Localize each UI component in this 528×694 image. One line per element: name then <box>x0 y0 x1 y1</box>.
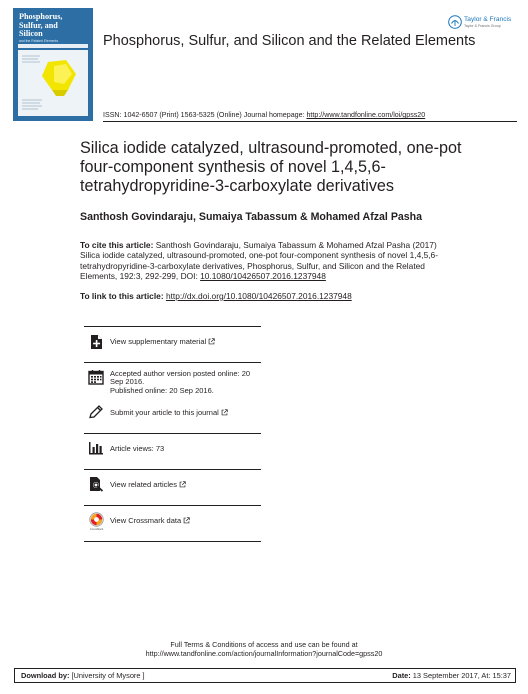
published-date: Published online: 20 Sep 2016. <box>110 385 214 395</box>
citation-label: To cite this article: <box>80 240 154 250</box>
divider <box>84 541 261 542</box>
publisher-tagline: Taylor & Francis Group <box>464 24 501 28</box>
view-related-label: View related articles <box>110 480 177 489</box>
download-info-bar <box>14 668 516 683</box>
download-value: [University of Mysore ] <box>69 671 145 680</box>
journal-title: Phosphorus, Sulfur, and Silicon and the Related Elements <box>103 33 476 49</box>
date-label: Date: <box>392 671 411 680</box>
article-authors: Santhosh Govindaraju, Sumaiya Tabassum & Mohamed Afzal Pasha <box>80 211 423 223</box>
date-value: 13 September 2017, At: 15:37 <box>410 671 511 680</box>
citation-block <box>80 240 450 282</box>
submit-article-link[interactable] <box>110 409 228 417</box>
view-supplementary-link[interactable] <box>110 338 215 346</box>
external-link-icon <box>179 481 186 488</box>
submit-article-label: Submit your article to this journal <box>110 408 219 417</box>
download-label: Download by: <box>21 671 70 680</box>
download-date <box>392 671 511 680</box>
accepted-date: Accepted author version posted online: 20 <box>110 369 251 378</box>
crossmark-icon-label: CrossMark <box>89 527 104 531</box>
download-info <box>21 671 145 680</box>
supplementary-icon <box>88 334 104 350</box>
journal-cover <box>13 8 93 121</box>
publication-dates <box>110 370 250 395</box>
header-divider <box>103 121 517 122</box>
divider <box>84 362 261 363</box>
cover-title-line: Sulfur, and <box>19 20 58 30</box>
terms-line: Full Terms & Conditions of access and use can be found at <box>170 640 358 649</box>
calendar-icon <box>88 369 104 385</box>
publisher-logo-icon <box>448 15 462 29</box>
article-views: Article views: 73 <box>110 444 165 453</box>
divider <box>84 433 261 434</box>
divider <box>84 505 261 506</box>
article-link-line <box>80 291 352 301</box>
issn-line <box>103 111 425 119</box>
cover-band <box>18 44 88 48</box>
view-crossmark-link[interactable] <box>110 517 190 525</box>
view-crossmark-label: View Crossmark data <box>110 516 182 525</box>
crossmark-icon <box>88 512 105 531</box>
terms-url[interactable]: http://www.tandfonline.com/action/journalInformation?journalCode=gpss20 <box>145 649 383 659</box>
cover-subtitle: and the Related Elements <box>19 39 59 43</box>
cover-title-line: Silicon <box>19 29 43 39</box>
article-link-url[interactable]: http://dx.doi.org/10.1080/10426507.2016.1237948 <box>165 291 352 301</box>
citation-text: Santhosh Govindaraju, Sumaiya Tabassum & Mohamed Afzal Pasha (2017) Silica iodide catalyzed, ultrasound-promoted, one-pot four-component synthesis of novel 1,4,5,6-tetrahydropyridine-3-carboxylate derivatives, Phosphorus, Sulfur, and Silicon and the Related Elements, 192:3, 292-299, DOI: <box>80 240 439 282</box>
bar-chart-icon <box>88 440 104 456</box>
view-supplementary-label: View supplementary material <box>110 337 207 346</box>
cover-title <box>19 13 89 39</box>
submit-icon <box>88 404 104 420</box>
accepted-date-cont: Sep 2016. <box>110 377 145 387</box>
external-link-icon <box>208 338 215 345</box>
doi-link[interactable]: 10.1080/10426507.2016.1237948 <box>200 271 326 282</box>
article-link-label: To link to this article: <box>80 291 166 301</box>
journal-homepage-link[interactable]: http://www.tandfonline.com/loi/gpss20 <box>306 111 426 119</box>
publisher-logo <box>447 13 519 35</box>
external-link-icon <box>221 409 228 416</box>
publisher-name: Taylor & Francis <box>464 16 512 23</box>
article-title: Silica iodide catalyzed, ultrasound-promoted, one-pot four-component synthesis of novel 1,4,5,6-tetrahydropyridine-3-carboxylate derivatives <box>80 139 462 196</box>
divider <box>84 469 261 470</box>
external-link-icon <box>183 517 190 524</box>
terms-notice <box>0 640 528 659</box>
cover-image <box>18 50 88 116</box>
view-related-link[interactable] <box>110 481 186 489</box>
cover-title-line: Phosphorus, <box>19 12 63 21</box>
issn-text: ISSN: 1042-6507 (Print) 1563-5325 (Online) Journal homepage: <box>103 111 307 119</box>
related-articles-icon <box>88 476 104 492</box>
divider <box>84 326 261 327</box>
